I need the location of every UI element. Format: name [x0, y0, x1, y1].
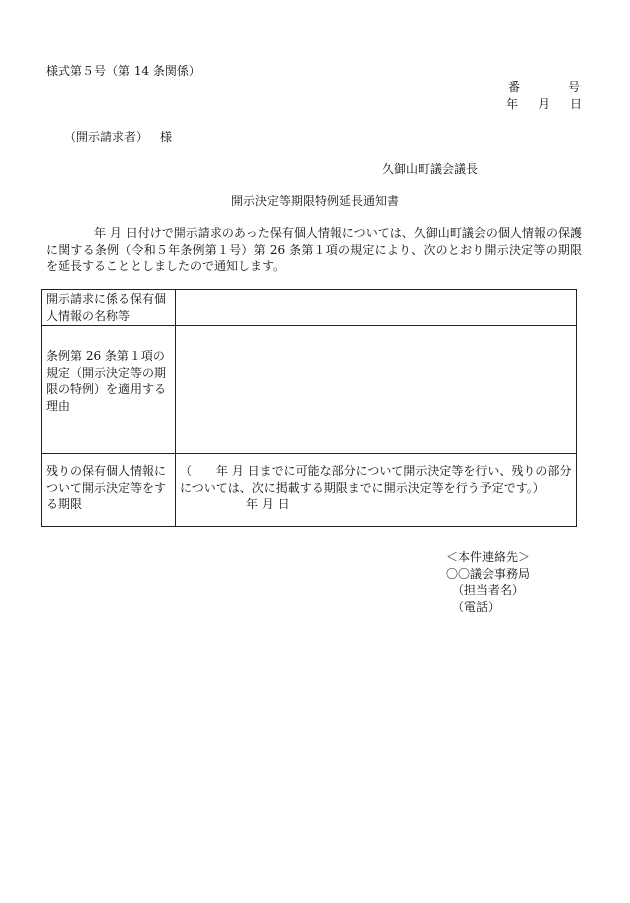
addressee-name: （開示請求者）: [64, 130, 149, 144]
contact-phone: （電話）: [452, 599, 501, 614]
deadline-note: （ 年 月 日までに可能な部分について開示決定等を行い、残りの部分については、次に掲載する期限までに開示決定等を行う予定です。）: [180, 464, 572, 495]
table-row: [42, 290, 577, 326]
info-table: [41, 289, 577, 527]
table-row: [42, 454, 577, 527]
table-row: [42, 326, 577, 454]
form-number: 様式第５号（第 14 条関係）: [46, 64, 201, 78]
row-label-info-name: 開示請求に係る保有個人情報の名称等: [42, 290, 176, 326]
deadline-date: 年 月 日: [246, 497, 290, 511]
reference-number-suffix: 号: [567, 80, 580, 94]
body-text: 年 月 日付けで開示請求のあった保有個人情報については、久御山町議会の個人情報の保護に関する条例（令和５年条例第１号）第 26 条第１項の規定により、次のとおり開示決定等の期限を延長することとしましたので通知します。: [46, 226, 582, 273]
row-label-deadline: 残りの保有個人情報について開示決定等をする期限: [42, 454, 176, 527]
document-title: 開示決定等期限特例延長通知書: [230, 194, 399, 208]
row-value-info-name: [176, 290, 577, 326]
contact-heading: ＜本件連絡先＞: [446, 550, 531, 564]
contact-person: （担当者名）: [452, 583, 525, 597]
row-value-reason: [176, 326, 577, 454]
reference-number: [508, 79, 580, 95]
contact-office: 〇〇議会事務局: [446, 566, 531, 581]
issue-date-year: 年: [506, 97, 519, 111]
contact-block: [446, 549, 530, 615]
issue-date-month: 月: [538, 97, 551, 111]
row-label-reason: 条例第 26 条第１項の規定（開示決定等の期限の特例）を適用する理由: [42, 326, 176, 454]
addressee-honorific: 様: [160, 130, 173, 144]
issue-date-day: 日: [570, 97, 583, 111]
row-value-deadline: [176, 454, 577, 527]
reference-number-label: 番: [508, 80, 521, 94]
sender: 久御山町議会議長: [382, 162, 479, 176]
addressee: [64, 129, 172, 145]
